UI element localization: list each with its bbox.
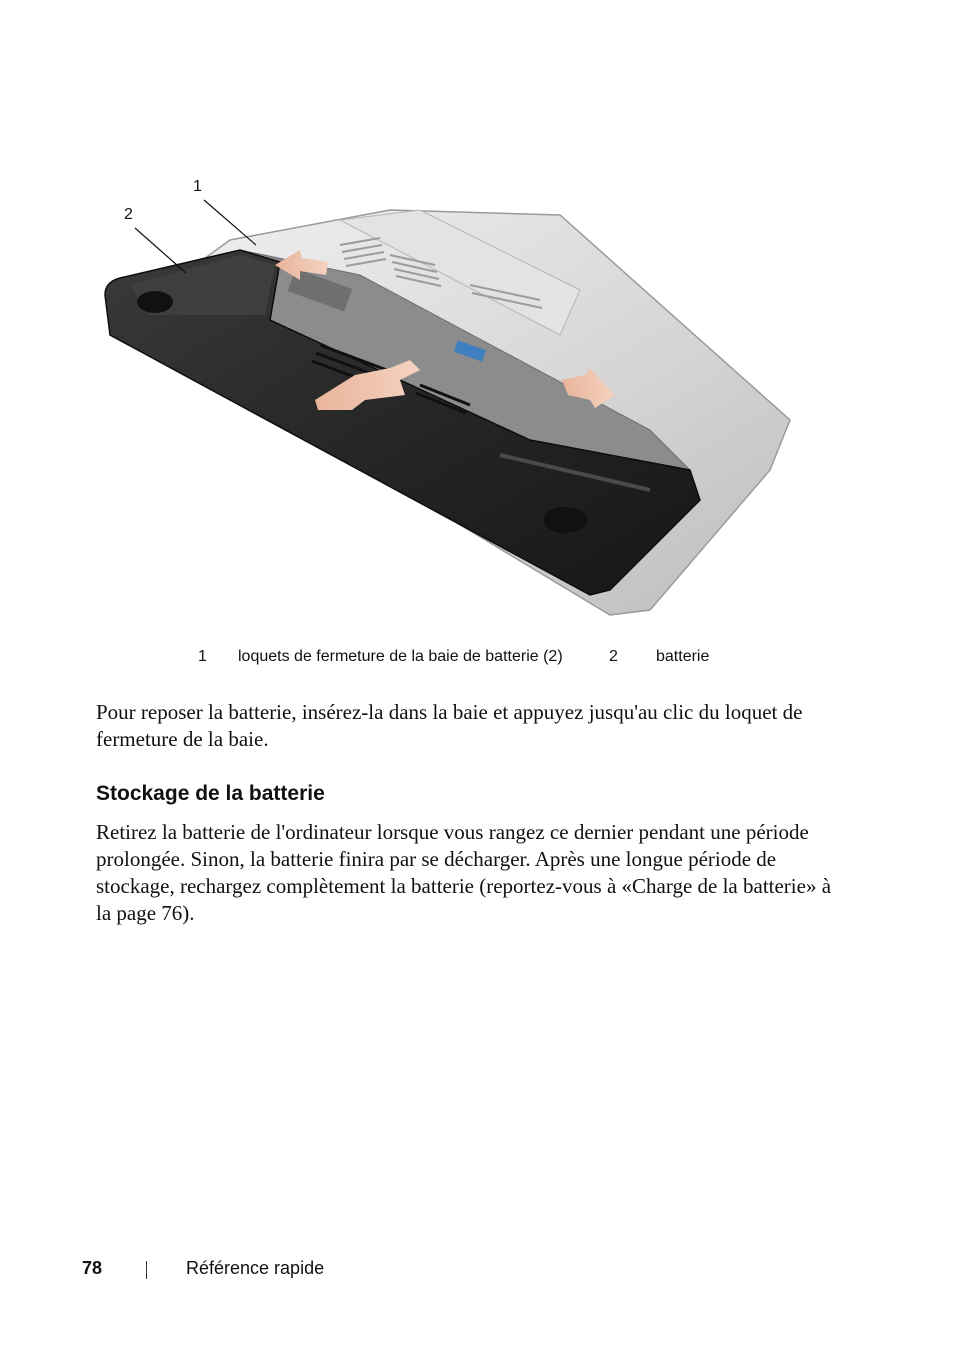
page-number: 78	[82, 1258, 103, 1278]
page-footer	[0, 1258, 954, 1282]
laptop-battery-icon	[90, 170, 810, 630]
callout-1: 1	[193, 178, 202, 195]
footer-divider	[146, 1261, 147, 1279]
battery-removal-illustration	[90, 170, 810, 630]
legend-num-1: 1	[198, 648, 207, 665]
legend-text-2: batterie	[656, 648, 710, 665]
footer-section-title: Référence rapide	[186, 1258, 325, 1278]
legend-text-1: loquets de fermeture de la baie de batterie (2)	[238, 648, 563, 665]
section-heading: Stockage de la batterie	[96, 782, 325, 805]
legend-num-2: 2	[609, 648, 618, 665]
paragraph-storage: Retirez la batterie de l'ordinateur lorsque vous rangez ce dernier pendant une période prolongée. Sinon, la batterie finira par se décharger. Après une longue période de stockage, rechargez complètement la batterie (reportez-vous à «Charge de la batterie» à la page 76).	[96, 820, 832, 925]
paragraph-reinsert: Pour reposer la batterie, insérez-la dans la baie et appuyez jusqu'au clic du loquet de fermeture de la baie.	[96, 700, 803, 751]
callout-2: 2	[124, 206, 133, 223]
